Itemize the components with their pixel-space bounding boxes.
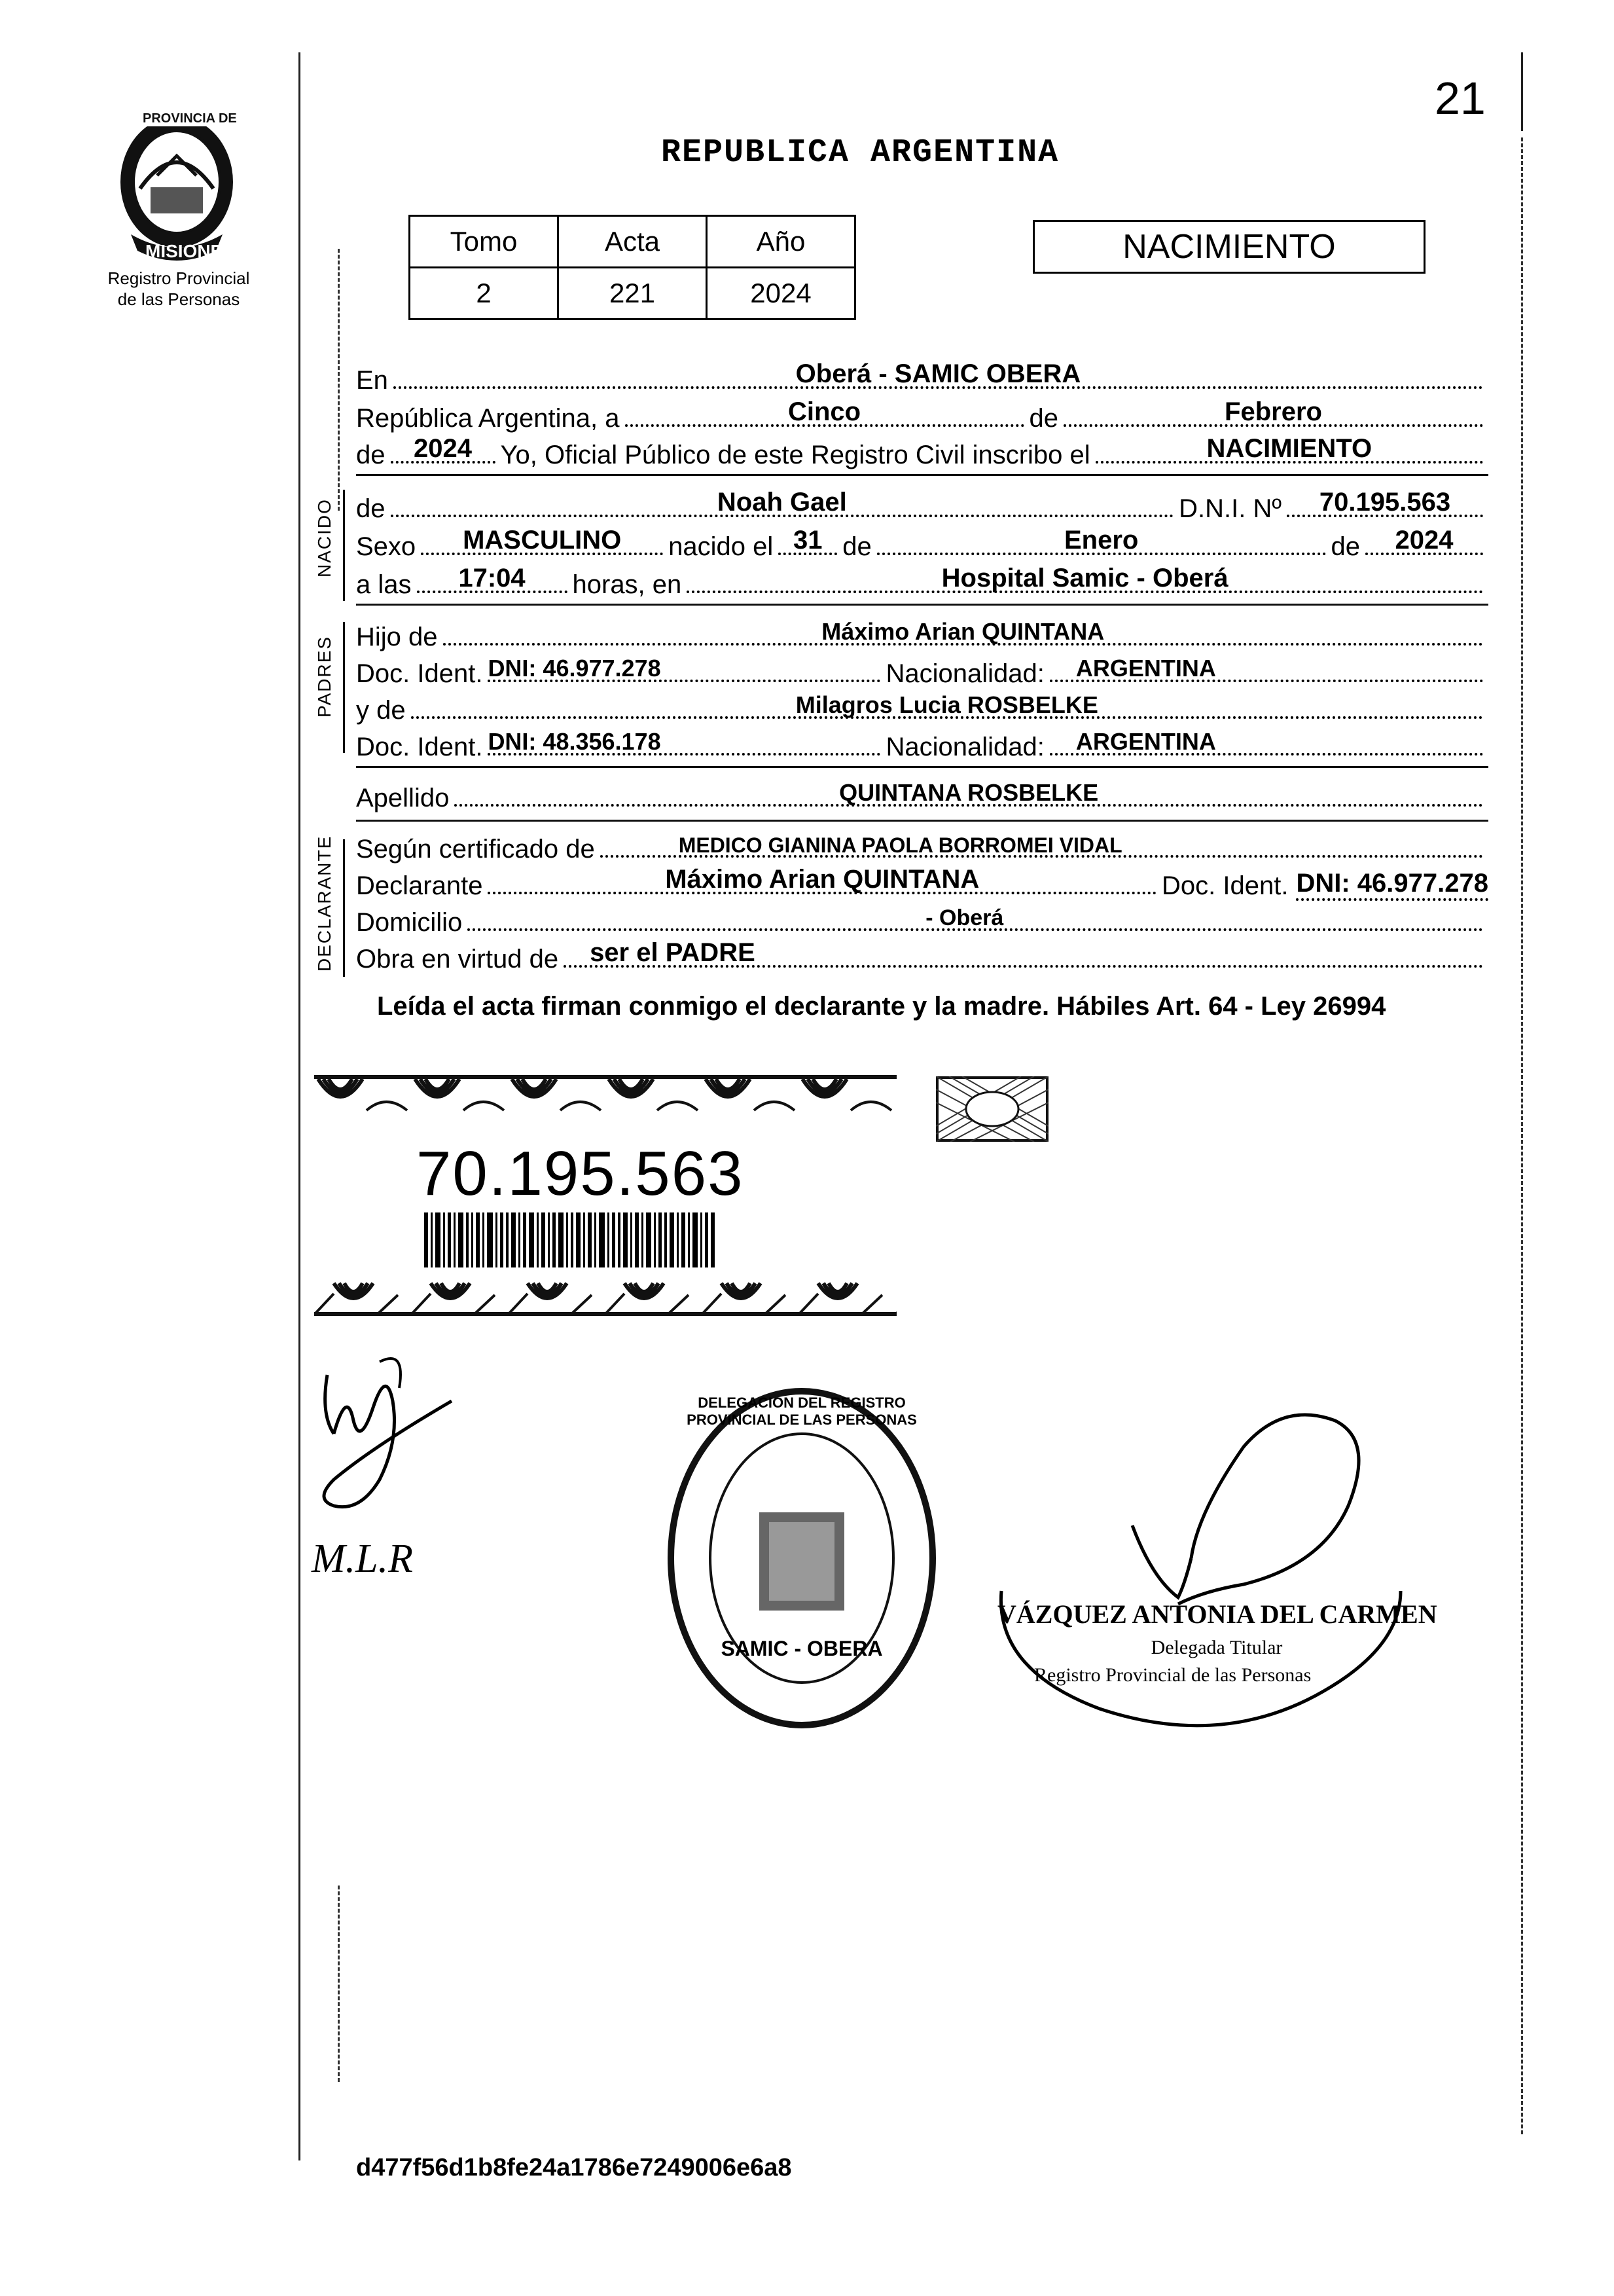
row-year: [356, 433, 1488, 470]
province-seal-logo: [111, 110, 242, 267]
label-de-birth-year: de: [1331, 532, 1360, 561]
section-label-nacido: NACIDO: [314, 498, 334, 577]
row-mother-doc: [356, 725, 1488, 762]
dots-day: [625, 388, 1024, 427]
dots-name: [391, 478, 1174, 517]
closing-note: Leída el acta firman conmigo el declarante y la madre. Hábiles Art. 64 - Ley 26994: [377, 992, 1386, 1021]
dots-father-doc: [488, 643, 880, 682]
table-header-tomo: Tomo: [410, 216, 558, 268]
barcode-number: 70.195.563: [416, 1139, 744, 1209]
label-de-name: de: [356, 494, 386, 523]
dots-mother-doc: [488, 716, 880, 756]
label-officer: Yo, Oficial Público de este Registro Civil inscribo el: [500, 441, 1090, 469]
right-margin-line: [1521, 52, 1523, 131]
seal-text-bottom: MISIONES: [145, 241, 235, 261]
label-doc-father: Doc. Ident.: [356, 659, 483, 688]
table-value-anio: 2024: [707, 268, 855, 319]
label-horas: horas, en: [572, 570, 682, 599]
security-hologram: [936, 1076, 1049, 1142]
barcode: [424, 1212, 715, 1267]
dots-mother: [411, 680, 1483, 719]
value-birth-day: 31: [793, 526, 823, 555]
dots-surname: [454, 767, 1483, 807]
value-surname: QUINTANA ROSBELKE: [839, 779, 1099, 806]
label-y-de: y de: [356, 696, 406, 725]
label-nac-mother: Nacionalidad:: [886, 733, 1045, 761]
declarant-initials: M.L.R: [312, 1537, 413, 1581]
value-birth-month: Enero: [1064, 526, 1139, 555]
label-certificado: Según certificado de: [356, 835, 595, 864]
value-father-name: Máximo Arian QUINTANA: [821, 618, 1105, 645]
dots-reason: [564, 928, 1483, 968]
dots-mother-nationality: [1050, 716, 1483, 756]
value-father-doc: DNI: 46.977.278: [488, 655, 661, 682]
section-label-padres: PADRES: [314, 635, 334, 718]
label-en: En: [356, 366, 388, 395]
value-year: 2024: [414, 434, 472, 463]
dots-birth-day: [778, 516, 837, 555]
value-birth-time: 17:04: [458, 564, 526, 592]
row-surname: [356, 776, 1488, 813]
table-value-acta: 221: [558, 268, 707, 319]
row-time: [356, 563, 1488, 600]
dots-place: [393, 350, 1483, 389]
label-republica: República Argentina, a: [356, 404, 620, 433]
label-de-month: de: [842, 532, 872, 561]
value-mother-name: Milagros Lucia ROSBELKE: [795, 691, 1098, 718]
page-number: 21: [1435, 73, 1486, 124]
dots-father: [443, 606, 1483, 646]
value-certificate: MEDICO GIANINA PAOLA BORROMEI VIDAL: [678, 833, 1122, 857]
dots-time: [417, 554, 567, 593]
dots-dni: [1287, 478, 1483, 517]
table-value-tomo: 2: [410, 268, 558, 319]
table-header-anio: Año: [707, 216, 855, 268]
label-de-year: de: [356, 441, 386, 469]
dots-month: [1064, 388, 1483, 427]
dots-address: [467, 892, 1483, 931]
label-dni: D.N.I. Nº: [1179, 494, 1282, 523]
value-month: Febrero: [1225, 397, 1322, 426]
value-declarant-doc: DNI: 46.977.278: [1296, 869, 1488, 901]
bracket-nacido: [343, 490, 345, 601]
act-type-box: NACIMIENTO: [1033, 220, 1426, 274]
document-hash: d477f56d1b8fe24a1786e7249006e6a8: [356, 2154, 792, 2181]
inner-margin-dashed: [338, 249, 340, 511]
reference-table: [408, 215, 856, 320]
label-nacido-el: nacido el: [668, 532, 774, 561]
value-sex: MASCULINO: [463, 526, 622, 555]
label-hijo-de: Hijo de: [356, 623, 438, 651]
value-mother-nationality: ARGENTINA: [1075, 728, 1216, 755]
dots-birth-year: [1365, 516, 1483, 555]
left-margin-line: [298, 52, 300, 2160]
value-child-dni: 70.195.563: [1319, 488, 1451, 517]
round-stamp-city: SAMIC - OBERA: [721, 1637, 883, 1660]
inner-margin-dashed-lower: [338, 1886, 340, 2082]
label-de: de: [1029, 404, 1058, 433]
official-role: Delegada Titular: [1151, 1637, 1283, 1658]
dots-year: [391, 424, 495, 464]
value-declarant-name: Máximo Arian QUINTANA: [665, 865, 980, 894]
dots-certificate: [600, 818, 1483, 858]
value-birth-place: Hospital Samic - Oberá: [941, 564, 1228, 592]
value-inscribed-type: NACIMIENTO: [1206, 434, 1372, 463]
value-child-name: Noah Gael: [717, 488, 847, 517]
declarant-signature: [308, 1349, 465, 1545]
label-sexo: Sexo: [356, 532, 416, 561]
round-stamp-text: DELEGACION DEL REGISTRO PROVINCIAL DE LAS PERSONAS: [687, 1394, 917, 1428]
separator-1: [356, 474, 1488, 476]
separator-2: [356, 604, 1488, 606]
bracket-padres: [343, 622, 345, 753]
official-office: Registro Provincial de las Personas: [1034, 1664, 1312, 1686]
official-name: VÁZQUEZ ANTONIA DEL CARMEN: [997, 1599, 1437, 1629]
value-mother-doc: DNI: 48.356.178: [488, 728, 661, 755]
registry-label-line1: Registro Provincial: [107, 268, 250, 288]
value-day-written: Cinco: [787, 397, 861, 426]
official-signature: [982, 1394, 1473, 1741]
bracket-declarante: [343, 839, 345, 977]
label-doc-declarant: Doc. Ident.: [1162, 871, 1289, 900]
value-father-nationality: ARGENTINA: [1075, 655, 1216, 682]
dots-declarant: [488, 855, 1157, 894]
round-stamp: [661, 1381, 942, 1735]
registry-label-line2: de las Personas: [117, 289, 240, 309]
label-a-las: a las: [356, 570, 412, 599]
seal-text-top: PROVINCIA DE: [143, 111, 237, 126]
label-apellido: Apellido: [356, 784, 450, 812]
value-place: Oberá - SAMIC OBERA: [795, 359, 1081, 388]
dots-birth-month: [877, 516, 1326, 555]
dots-sex: [421, 516, 663, 555]
dots-father-nationality: [1050, 643, 1483, 682]
dots-inscribed: [1096, 424, 1483, 464]
section-label-declarante: DECLARANTE: [314, 835, 334, 972]
security-band-top: [314, 1074, 897, 1116]
table-header-acta: Acta: [558, 216, 707, 268]
right-margin-dashed: [1521, 137, 1523, 2134]
value-reason: ser el PADRE: [590, 938, 755, 967]
row-reason: [356, 938, 1488, 974]
security-band-bottom: [314, 1281, 897, 1317]
label-doc-mother: Doc. Ident.: [356, 733, 483, 761]
label-domicilio: Domicilio: [356, 908, 463, 937]
label-obra: Obra en virtud de: [356, 945, 559, 974]
document-title: REPUBLICA ARGENTINA: [661, 134, 1060, 172]
value-address: - Oberá: [925, 905, 1004, 930]
value-birth-year: 2024: [1395, 526, 1454, 555]
dots-birth-place: [687, 554, 1483, 593]
label-declarante: Declarante: [356, 871, 483, 900]
label-nac-father: Nacionalidad:: [886, 659, 1045, 688]
